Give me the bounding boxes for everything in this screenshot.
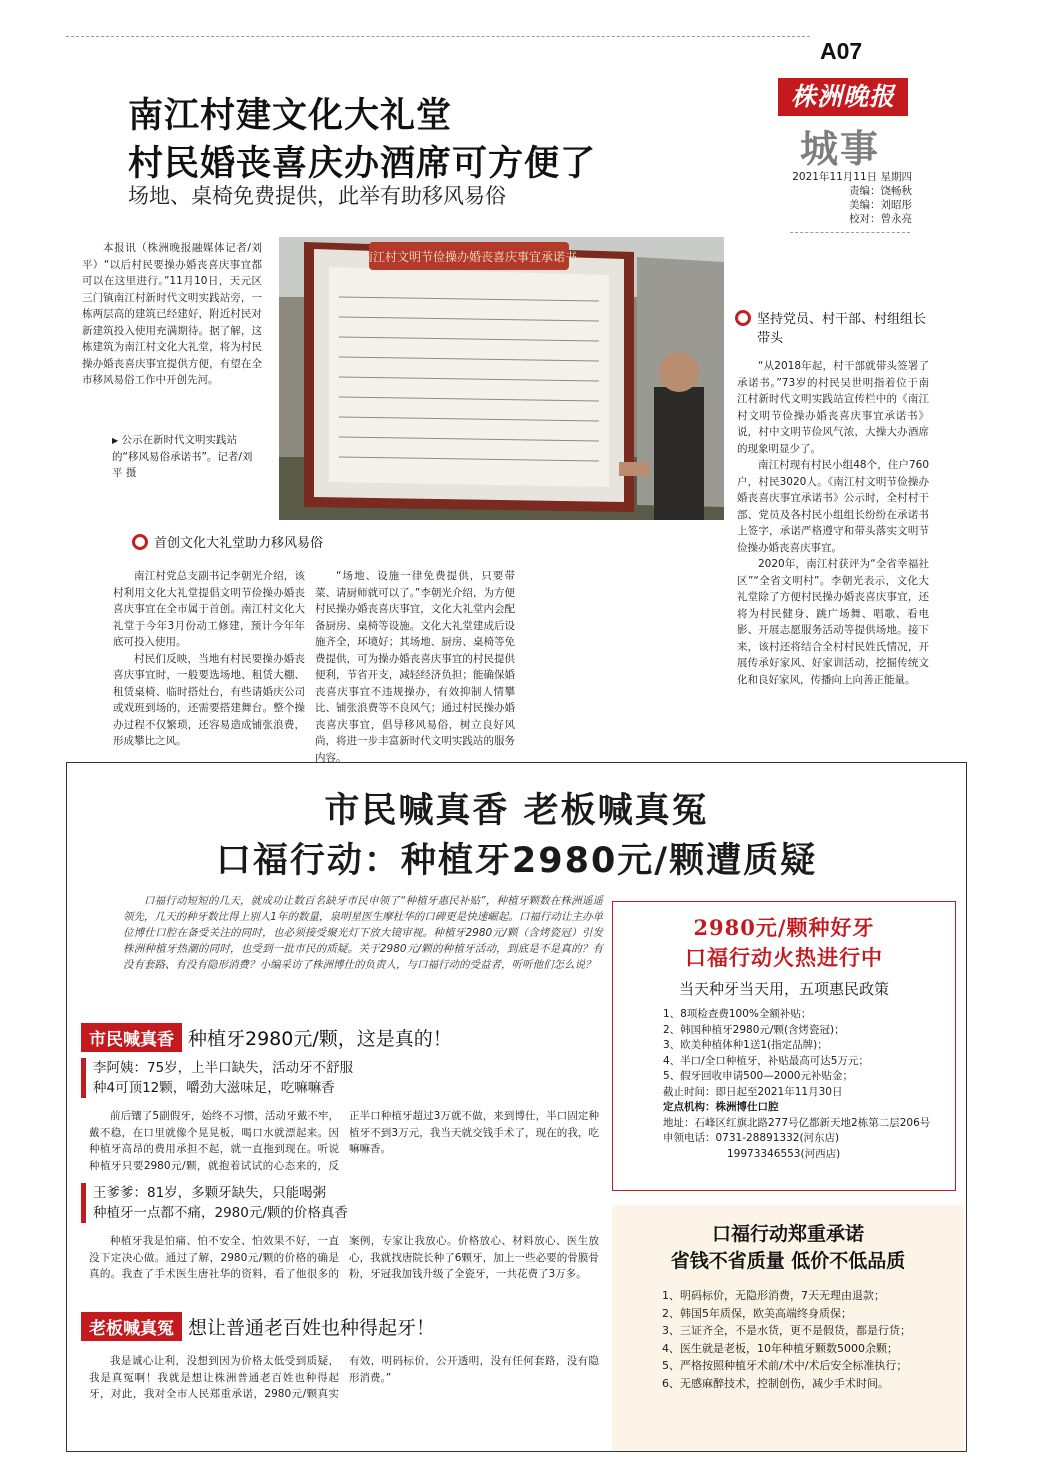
headline xyxy=(128,92,596,188)
subhead-2: 坚持党员、村干部、村组组长带头 xyxy=(735,308,935,346)
date: 2021年11月11日 星期四 xyxy=(792,171,912,183)
page-number: A07 xyxy=(820,38,863,64)
column-b: “从2018年起，村干部就带头签署了承诺书。”73岁的村民吴世明指着位于南江村新时代文明实践站宣传栏中的《南江村文明节俭操办婚丧喜庆事宜承诺书》说，村中文明节俭风气浓，大操大办酒席的现象明显少了。 南江村现有村民小组48个，住户760户，村民3020人。《南江村文明节俭操办婚丧喜庆事宜承诺书》公示时，全村村干部、党员及各村民小组组长纷纷在承诺书上签字，承诺严格遵守和带头落实文明节俭操办婚丧喜庆事宜。 2020年，南江村获评为“全省幸福社区”“全省文明村”。李朝光表示，文化大礼堂除了方便村民操办婚丧喜庆事宜，还将为村民健身、跳广场舞、唱歌、看电影、开展志愿服务活动等提供场地。接下来，该村还将结合全村村民姓氏情况，开展传承好家风、好家训活动，挖掘传统文化和良好家风，传播向上向善正能量。 xyxy=(737,360,929,686)
promo-list: 1、8项检查费100%全额补贴； 2、韩国种植牙2980元/颗(含烤瓷冠)； 3、欧美种植体种1送1(指定品牌)； 4、半口/全口种植牙，补贴最高可达5万元； 5、假牙回收申请500—2000元补贴金； 截止时间：即日起至2021年11月30日 定点机构：株洲博仕口腔 地址：石峰区红旗北路277号亿都新天地2栋第二层206号 申领电话：0731-28891332(河东店) 19973346553(河西店) xyxy=(663,1008,931,1160)
editor: 责编：饶畅秋 xyxy=(849,185,912,197)
column-a1: 南江村党总支副书记李朝光介绍，该村利用文化大礼堂提倡文明节俭操办婚丧喜庆事宜在全市属于首创。南江村文化大礼堂于今年3月份动工修建，预计今年年底可投入使用。 村民们反映，当地有村民要操办婚丧喜庆事宜时，一般要选场地、租赁大棚、租赁桌椅、临时搭灶台，有些请婚庆公司或戏班到场的，还需要搭建舞台。整个操办过程不仅繁琐，还容易造成铺张浪费，形成攀比之风。 xyxy=(113,570,305,747)
testimonial-2-text: 种植牙我是怕痛、怕不安全、怕效果不好，一直没下定决心做。通过了解，2980元/颗的价格的确是真的。我查了手术医生唐社华的资料，看了他很多的案例，专家让我放心。价格放心、材料放心、医生放心，我就找唐院长种了6颗牙，加上一些必要的骨膜骨粉，牙冠我加钱升级了全瓷牙，一共花费了3万多。 xyxy=(89,1235,599,1280)
caption-arrow-icon: ▶ xyxy=(112,436,119,445)
promo-box xyxy=(612,901,956,1191)
bullet-icon xyxy=(735,310,751,326)
headline-line1: 南江村建文化大礼堂 xyxy=(128,96,453,136)
ad-headline-2: 口福行动：种植牙2980元/颗遭质疑 xyxy=(215,841,818,881)
ad-section-1 xyxy=(81,1023,452,1052)
commitment-box xyxy=(612,1205,964,1451)
column-a2: “场地、设施一律免费提供，只要带菜、请厨师就可以了。”李朝光介绍，为方便村民操办婚丧喜庆事宜，文化大礼堂内会配备厨房、桌椅等设施。文化大礼堂建成后设施齐全，环境好；其场地、厨房、桌椅等免费提供，可为操办婚丧喜庆事宜的村民提供便利，节省开支，减轻经济负担；能确保婚丧喜庆事宜不违规操办，有效抑制人情攀比、铺张浪费等不良风气；通过村民操办婚丧喜庆事宜，倡导移风易俗，树立良好风尚，将进一步丰富新时代文明实践站的服务内容。 xyxy=(315,570,515,764)
promo-title-2: 口福行动火热进行中 xyxy=(685,945,883,970)
subheadline: 场地、桌椅免费提供，此举有助移风易俗 xyxy=(128,184,506,208)
commitment-title-1: 口福行动郑重承诺 xyxy=(711,1223,864,1245)
ad-section-2 xyxy=(81,1312,435,1341)
commitment-list: 1、明码标价，无隐形消费，7天无理由退款； 2、韩国5年质保，欧美高端终身质保； 3、三证齐全，不是水货，更不是假货，都是行货； 4、医生就是老板，10年种植牙颗数5000余颗； 5、严格按照种植牙术前/术中/术后安全标准执行； 6、无感麻醉技术，控制创伤，减少手术时间。 xyxy=(662,1289,911,1390)
divider xyxy=(790,232,910,233)
ad-intro: 口福行动短短的几天，就成功让数百名缺牙市民申领了“种植牙惠民补贴”，种植牙颗数在株洲遥遥领先，几天的种牙数比得上别人1年的数量，泉明星医生摩杜华的口碑更是快速崛起。口福行动让主办单位博仕口腔在备受关注的同时，也必须接受聚光灯下放大镜审视。种植牙2980元/颗（含烤瓷冠）引发株洲种植牙热潮的同时，也受到一批市民的质疑。关于2980元/颗的种植牙活动，到底是不是真的？有没有套路、有没有隐形消费？小编采访了株洲博仕的负责人，与口福行动的受益者，听听他们怎么说？ xyxy=(123,895,603,971)
masthead-logo: 株洲晚报 xyxy=(778,78,908,116)
board-title: 南江村文明节俭操办婚丧喜庆事宜承诺书 xyxy=(360,250,578,264)
tag-citizens: 市民喊真香 xyxy=(81,1023,182,1052)
tag-boss-title: 想让普通老百姓也种得起牙！ xyxy=(188,1317,436,1339)
tag-citizens-title: 种植牙2980元/颗，这是真的！ xyxy=(188,1028,452,1050)
ad-headline-1: 市民喊真香 老板喊真冤 xyxy=(324,791,709,831)
tag-boss: 老板喊真冤 xyxy=(81,1312,182,1341)
headline-line2: 村民婚丧喜庆办酒席可方便了 xyxy=(128,144,597,184)
news-photo xyxy=(279,237,724,520)
dateline xyxy=(784,170,924,226)
designer: 美编：刘昭彤 xyxy=(849,199,912,211)
testimonial-1-heading: 李阿姨：75岁，上半口缺失，活动牙不舒服 种4可顶12颗，嚼劲大滋味足，吃嘛嘛香 xyxy=(81,1058,353,1098)
lead-paragraph: 本报讯（株洲晚报融媒体记者/刘平）“以后村民要操办婚丧喜庆事宜都可以在这里进行。”11月10日，天元区三门镇南江村新时代文明实践站旁，一栋两层高的建筑已经建好，附近村民对新建筑投入使用充满期待。据了解，这栋建筑为南江村文化大礼堂，将为村民操办婚丧喜庆事宜提供方便，有望在全市移风易俗工作中开创先河。 xyxy=(82,242,262,386)
bullet-icon xyxy=(132,534,148,550)
testimonial-2-heading: 王爹爹：81岁，多颗牙缺失，只能喝粥 种植牙一点都不痛，2980元/颗的价格真香 xyxy=(81,1183,348,1223)
section-name: 城事 xyxy=(800,126,881,171)
promo-subtitle: 当天种牙当天用，五项惠民政策 xyxy=(678,980,889,998)
photo-caption: ▶ 公示在新时代文明实践站的“移风易俗承诺书”。记者/刘平 摄 xyxy=(112,434,253,479)
commitment-title-2: 省钱不省质量 低价不低品质 xyxy=(670,1250,906,1272)
proofreader: 校对：曾永亮 xyxy=(849,213,912,225)
advertisement xyxy=(66,762,967,1452)
subhead-1: 首创文化大礼堂助力移风易俗 xyxy=(132,532,323,551)
top-rule xyxy=(66,36,810,37)
testimonial-1-text: 前后镶了5副假牙，始终不习惯，活动牙戴不牢，戴不稳，在口里就像个晃晃板，喝口水就漂起来。因种植牙高昂的费用承担不起，就一直拖到现在。听说种植牙只要2980元/颗，就抱着试试的心态来的，反正半口种植牙超过3万就不做，来到博仕，半口固定种植牙不到3万元，我当天就交钱手术了，现在的我，吃嘛嘛香。 xyxy=(89,1110,599,1172)
boss-statement: 我是诚心让利，没想到因为价格太低受到质疑，我是真冤啊！我就是想让株洲普通老百姓也种得起牙，对此，我对全市人民郑重承诺，2980元/颗真实有效，明码标价，公开透明，没有任何套路，没有隐形消费。” xyxy=(89,1355,599,1400)
promo-title-1: 2980元/颗种好牙 xyxy=(693,915,875,940)
